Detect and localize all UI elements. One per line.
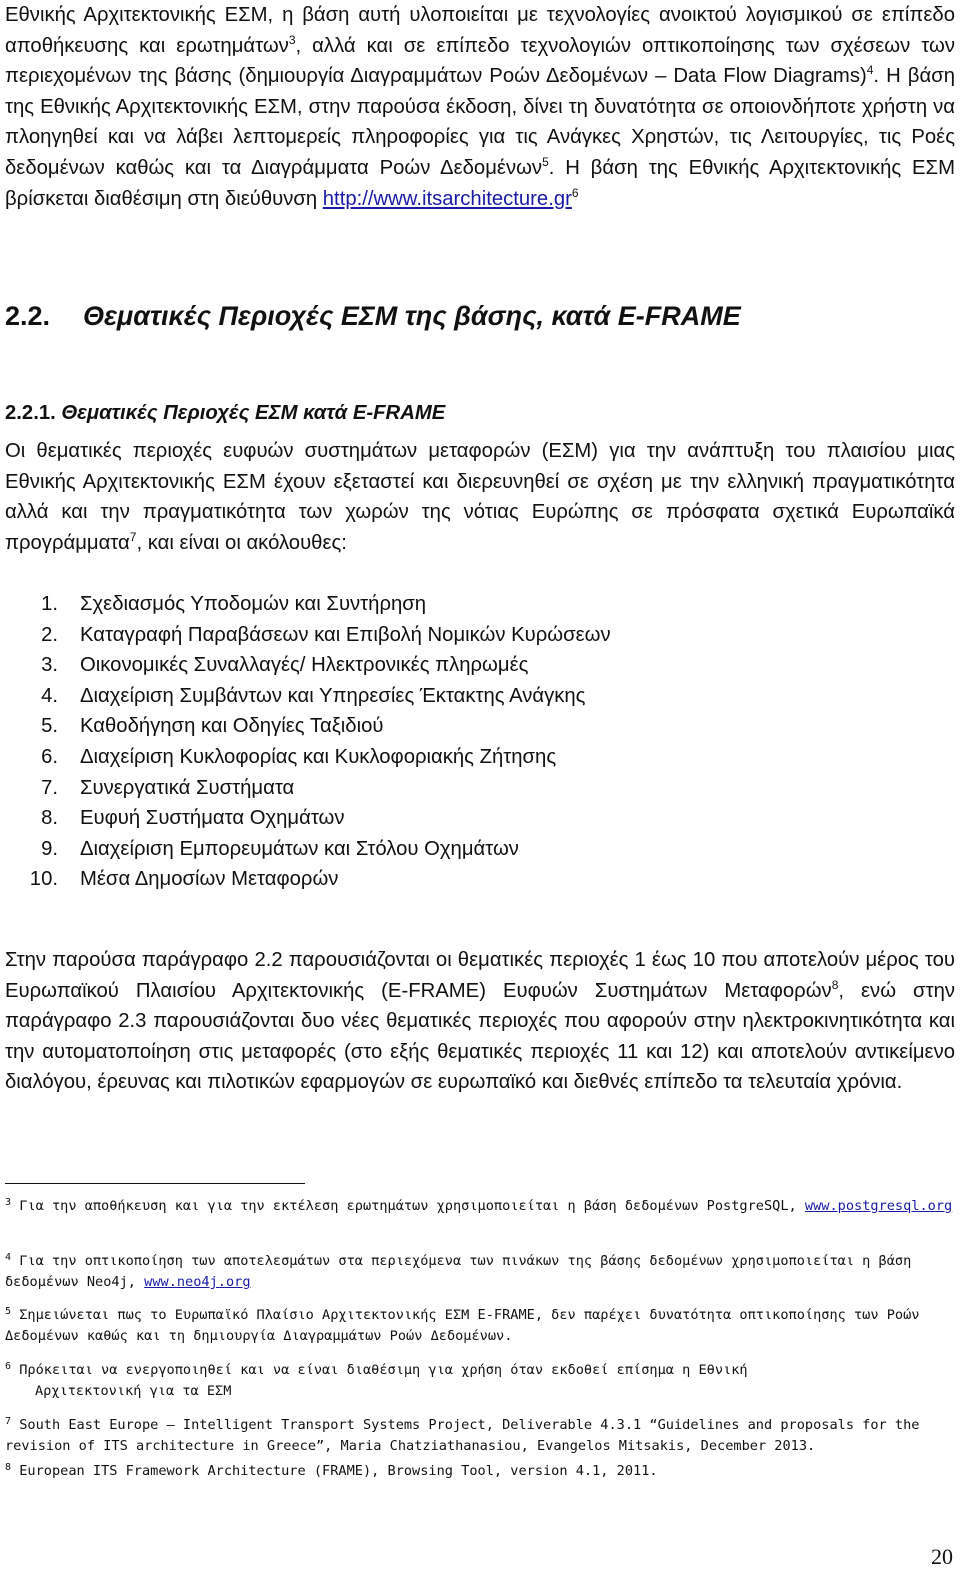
footnote-ref-7[interactable]: 7 [129,529,137,544]
closing-text-2: , ενώ στην παράγραφο 2.3 παρουσιάζονται δυο νέες θεματικές περιοχές που αφορούν στην ηλεκτροκινητικότητα και την αυτοματοποίηση στις μεταφορές (στο εξής θεματικές περιοχές 11 και 12) και αποτελούν αντικείμενο διαλόγου, έρευνας και πιλοτικών εφαρμογών σε ευρωπαϊκό και διεθνές επίπεδο τα τελευταία χρόνια. [5,979,955,1094]
footnote-number: 8 [5,1462,12,1473]
list-item [0,834,611,865]
list-item-number: 5. [41,715,58,738]
footnote-text-continued: Αρχιτεκτονική για τα ΕΣΜ [35,1383,232,1399]
intro-text-4: . Η βάση της Εθνικής Αρχιτεκτονικής ΕΣΜ βρίσκεται διαθέσιμη στη διεύθυνση [5,156,955,210]
footnote-text: Για την αποθήκευση και για την εκτέλεση ερωτημάτων χρησιμοποιείται η βάση δεδομένων PostgreSQL, [19,1198,805,1214]
list-item [0,773,611,804]
footnote-number: 6 [5,1361,12,1372]
list-item-number: 10. [29,868,58,891]
list-item-number: 6. [41,745,58,768]
closing-paragraph [5,945,955,1098]
list-item-number: 8. [41,807,58,830]
footnote-text: Σημειώνεται πως το Ευρωπαϊκό Πλαίσιο Αρχιτεκτονικής ΕΣΜ E-FRAME, δεν παρέχει δυνατότητα οπτικοποίησης των Ροών Δεδομένων καθώς και τη δημιουργία Διαγραμμάτων Ροών Δεδομένων. [5,1307,920,1344]
list-item [0,864,611,895]
section-title: Θεματικές Περιοχές ΕΣΜ της βάσης, κατά E-FRAME [83,301,741,331]
list-item-label: Διαχείριση Κυκλοφορίας και Κυκλοφοριακής Ζήτησης [80,745,557,768]
itsarchitecture-link[interactable]: http://www.itsarchitecture.gr [322,187,572,210]
footnote-5 [5,1305,955,1347]
list-item-number: 3. [41,654,58,677]
footnote-4 [5,1251,955,1293]
footnote-7 [5,1415,955,1457]
list-item [0,711,611,742]
footnote-text: European ITS Framework Architecture (FRAME), Browsing Tool, version 4.1, 2011. [19,1463,658,1479]
footnote-3 [5,1196,955,1217]
intro-paragraph [5,0,955,214]
footnote-ref-8[interactable]: 8 [831,977,839,992]
footnote-number: 5 [5,1306,12,1317]
intro-text-2: , αλλά και σε επίπεδο τεχνολογιών οπτικοποίησης των σχέσεων των περιεχομένων της βάσης (δημιουργία Διαγραμμάτων Ροών Δεδομένων – Data Flow Diagrams) [5,34,955,88]
intro-text-3: . Η βάση της Εθνικής Αρχιτεκτονικής ΕΣΜ, στην παρούσα έκδοση, δίνει τη δυνατότητα σε οποιονδήποτε χρήστη να πλοηγηθεί και να λάβει λεπτομερείς πληροφορίες για τις Ανάγκες Χρηστών, τις Λειτουργίες, τις Ροές δεδομένων καθώς και τα Διαγράμματα Ροών Δεδομένων [5,65,955,179]
intro-text-1: Εθνικής Αρχιτεκτονικής ΕΣΜ, η βάση αυτή υλοποιείται με τεχνολογίες ανοικτού λογισμικού σε επίπεδο αποθήκευσης και ερωτημάτων [5,4,955,57]
list-item-label: Διαχείριση Συμβάντων και Υπηρεσίες Έκτακτης Ανάγκης [80,684,586,707]
footnote-6 [5,1360,955,1402]
list-item [0,589,611,620]
subsection-text: Οι θεματικές περιοχές ευφυών συστημάτων μεταφορών (ΕΣΜ) για την ανάπτυξη του πλαισίου μιας Εθνικής Αρχιτεκτονικής ΕΣΜ έχουν εξεταστεί και διερευνηθεί σε σχέση με την ελληνική πραγματικότητα αλλά και την πραγματικότητα των χωρών της νότιας Ευρώπης σε πρόσφατα σχετικά Ευρωπαϊκά προγράμματα [5,440,955,554]
list-item-number: 2. [41,623,58,646]
list-item-label: Καταγραφή Παραβάσεων και Επιβολή Νομικών Κυρώσεων [80,623,611,646]
footnote-ref-5[interactable]: 5 [542,154,549,169]
list-item [0,650,611,681]
footnote-ref-4[interactable]: 4 [866,63,874,78]
list-item-number: 4. [41,684,58,707]
footnote-text: South East Europe – Intelligent Transport Systems Project, Deliverable 4.3.1 “Guidelines and proposals for the revision of ITS architecture in Greece”, Maria Chatziathanasiou, Evangelos Mitsakis, December 2013. [5,1417,920,1454]
list-item-label: Καθοδήγηση και Οδηγίες Ταξιδιού [80,715,384,738]
subsection-text-tail: , και είναι οι ακόλουθες: [136,531,347,554]
subsection-paragraph [5,436,955,558]
subsection-number: 2.2.1. [5,402,56,424]
footnote-ref-6[interactable]: 6 [571,185,579,200]
list-item [0,681,611,712]
subsection-heading [5,398,445,428]
footnote-8 [5,1461,955,1482]
list-item-number: 7. [41,776,58,799]
footnote-text: Πρόκειται να ενεργοποιηθεί και να είναι διαθέσιμη για χρήση όταν εκδοθεί επίσημα η Εθνική [19,1362,748,1378]
list-item-label: Μέσα Δημοσίων Μεταφορών [80,868,339,891]
section-heading [5,299,741,333]
list-item-label: Οικονομικές Συναλλαγές/ Ηλεκτρονικές πληρωμές [80,654,529,677]
list-item-label: Σχεδιασμός Υποδομών και Συντήρηση [80,593,427,615]
list-item [0,803,611,834]
list-item [0,742,611,773]
footnote-number: 3 [5,1197,12,1208]
footnote-number: 4 [5,1252,12,1263]
list-item-label: Διαχείριση Εμπορευμάτων και Στόλου Οχημάτων [80,837,519,860]
page-number: 20 [931,1544,953,1569]
neo4j-link[interactable]: www.neo4j.org [144,1274,251,1290]
subsection-title: Θεματικές Περιοχές ΕΣΜ κατά E-FRAME [61,402,446,424]
list-item-label: Ευφυή Συστήματα Οχημάτων [80,807,345,830]
closing-text-1: Στην παρούσα παράγραφο 2.2 παρουσιάζονται οι θεματικές περιοχές 1 έως 10 που αποτελούν μέρος του Ευρωπαϊκού Πλαισίου Αρχιτεκτονικής (E-FRAME) Ευφυών Συστημάτων Μεταφορών [5,949,955,1002]
postgresql-link[interactable]: www.postgresql.org [804,1198,953,1214]
section-number: 2.2. [5,301,51,331]
list-item-label: Συνεργατικά Συστήματα [80,776,295,799]
list-item [0,620,611,651]
list-item-number: 1. [41,593,58,615]
list-item-number: 9. [41,837,58,860]
footnote-ref-3[interactable]: 3 [288,32,296,47]
footnote-text: Για την οπτικοποίηση των αποτελεσμάτων στα περιεχόμενα των πινάκων της βάσης δεδομένων χρησιμοποιείται η βάση δεδομένων Neo4j, [5,1253,912,1290]
footnote-separator [5,1183,305,1184]
thematic-areas-list [0,589,611,895]
footnote-number: 7 [5,1416,12,1427]
